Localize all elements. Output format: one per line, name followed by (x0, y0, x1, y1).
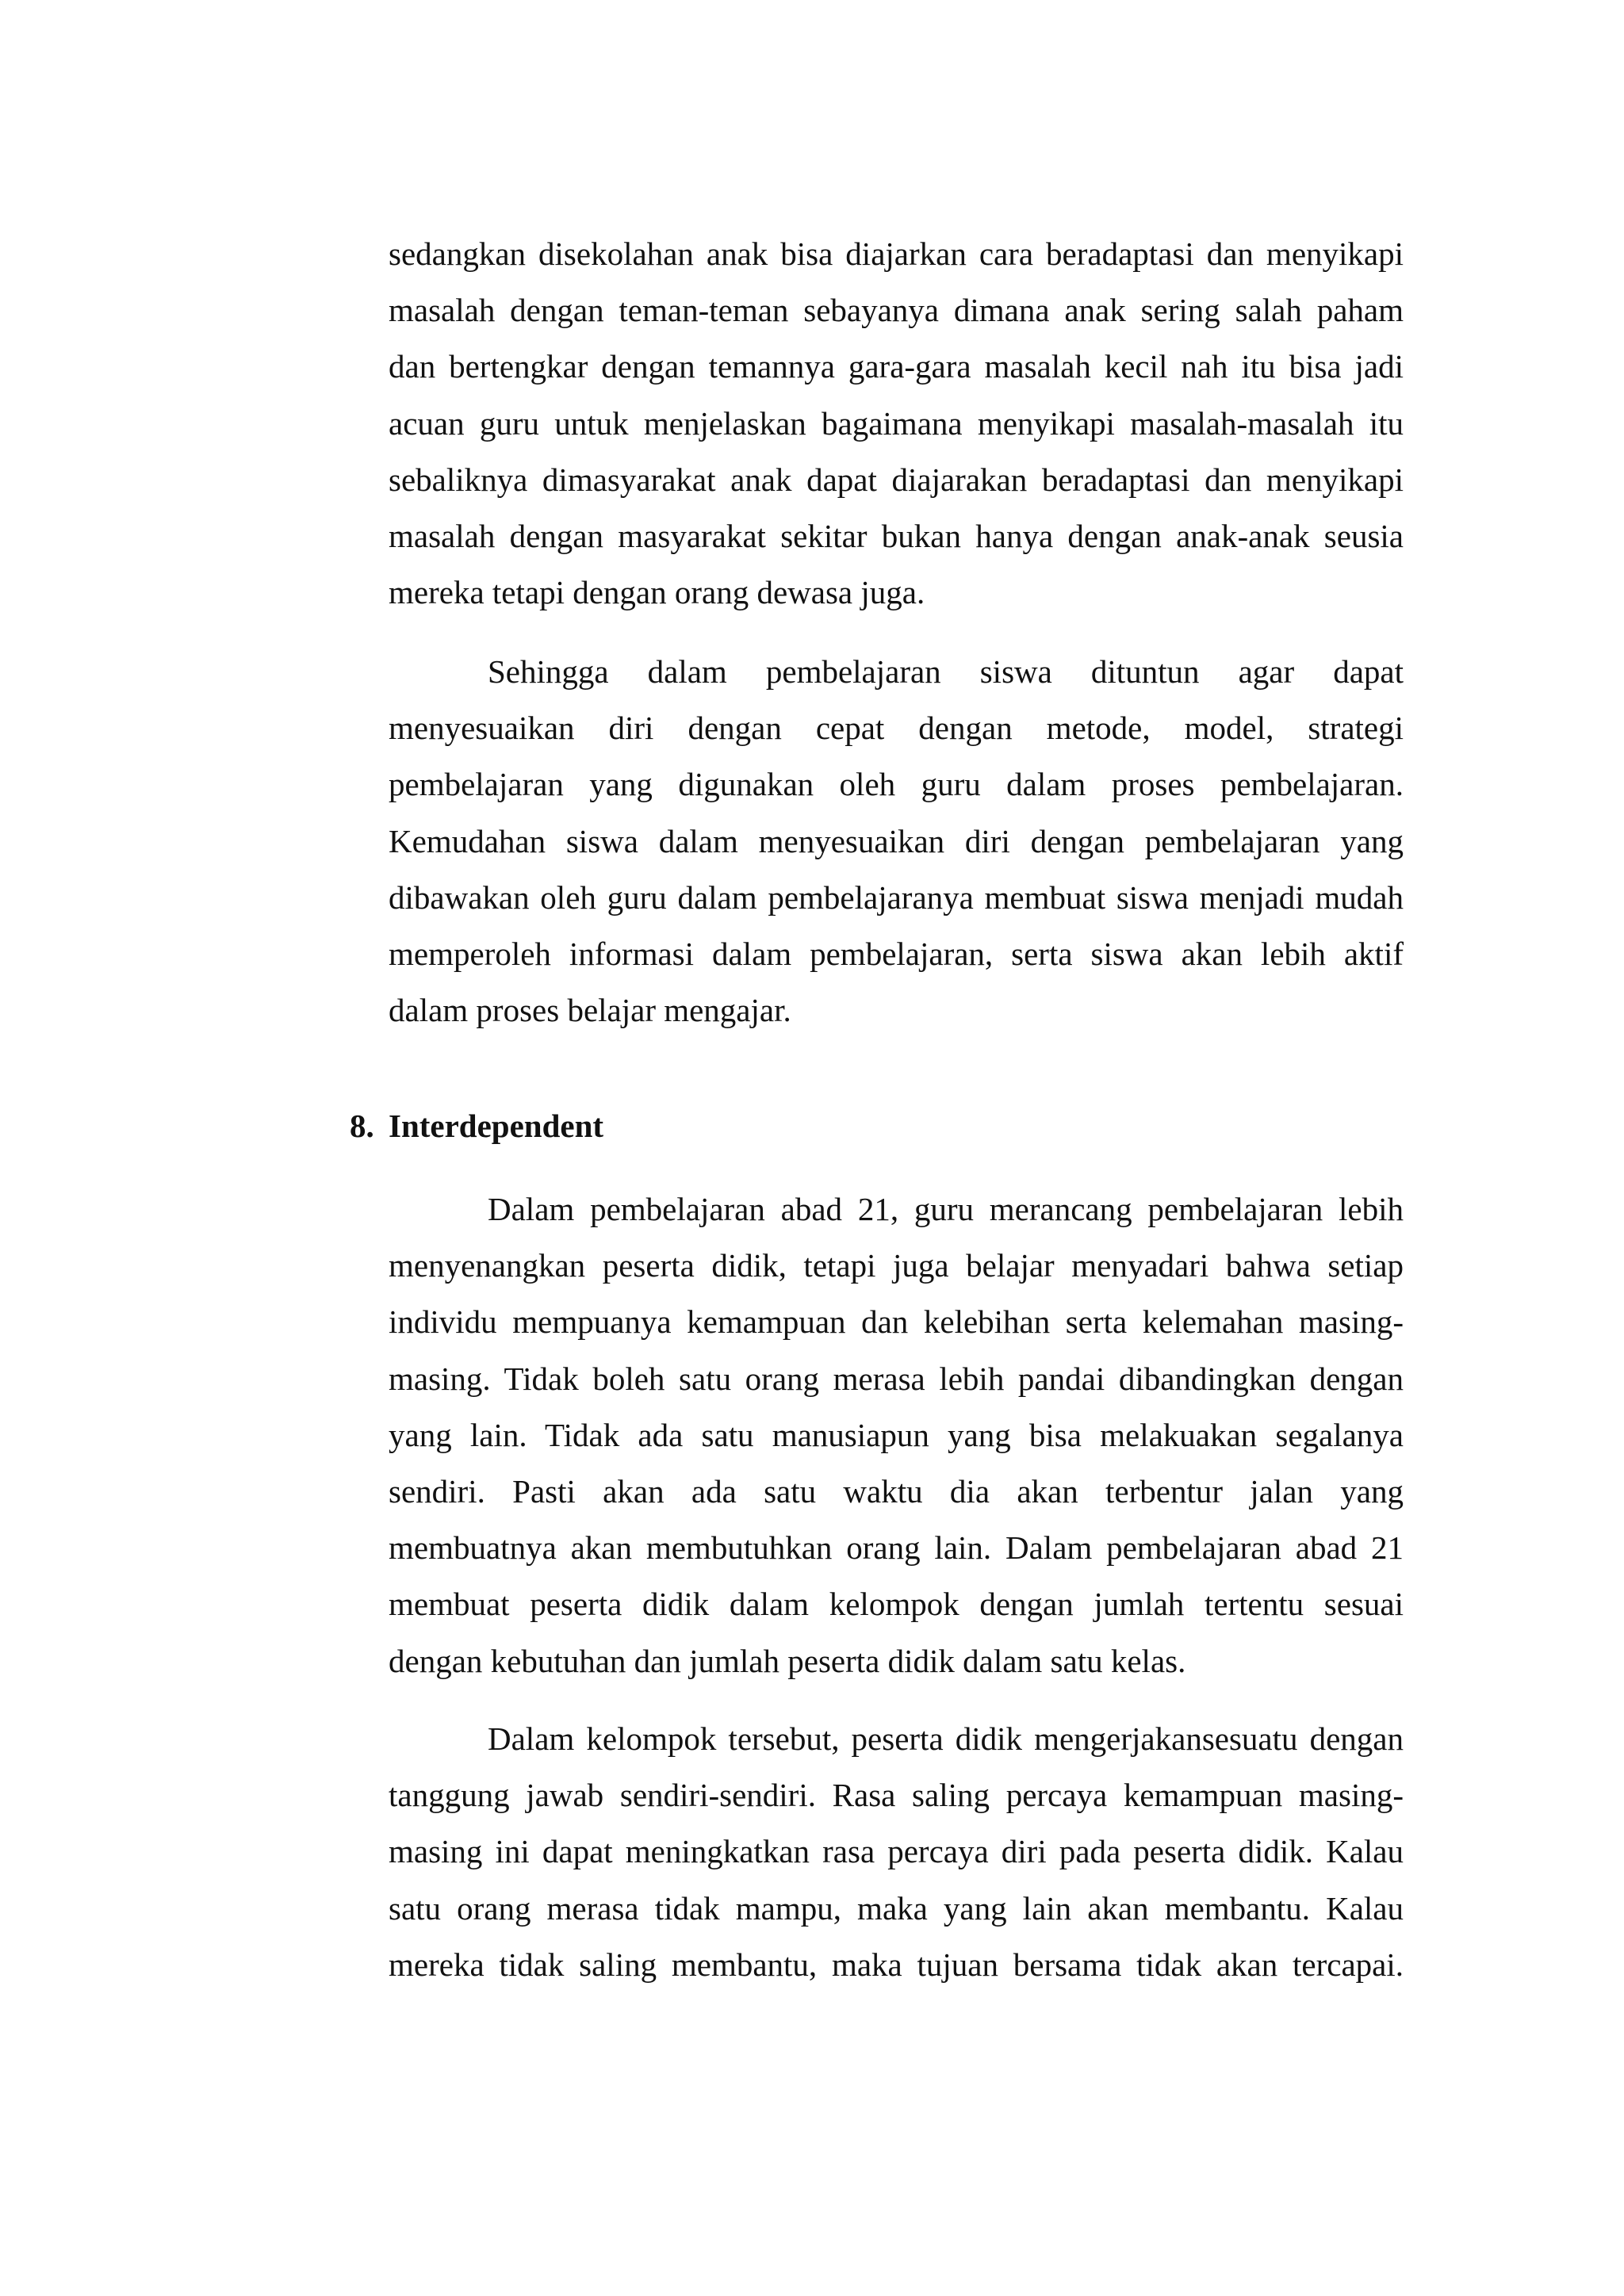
text-line: masing. Tidak boleh satu orang merasa lebih pandai dibandingkan dengan (389, 1360, 1404, 1397)
text-line: Dalam pembelajaran abad 21, guru merancang pembelajaran lebih (488, 1191, 1404, 1227)
text-line: mereka tetapi dengan orang dewasa juga. (389, 574, 925, 611)
section-paragraph-2 (389, 1711, 1404, 1993)
text-line: satu orang merasa tidak mampu, maka yang lain akan membantu. Kalau (389, 1889, 1404, 1927)
paragraph-2 (389, 644, 1404, 1039)
text-line: masalah dengan masyarakat sekitar bukan hanya dengan anak-anak seusia (389, 517, 1404, 554)
text-line: acuan guru untuk menjelaskan bagaimana menyikapi masalah-masalah itu (389, 404, 1404, 442)
text-line: menyenangkan peserta didik, tetapi juga belajar menyadari bahwa setiap (389, 1247, 1404, 1284)
text-line: sedangkan disekolahan anak bisa diajarkan cara beradaptasi dan menyikapi (389, 235, 1404, 272)
text-line: sendiri. Pasti akan ada satu waktu dia akan terbentur jalan yang (389, 1472, 1404, 1510)
paragraph-text (389, 644, 1404, 1039)
text-line: menyesuaikan diri dengan cepat dengan metode, model, strategi (389, 710, 1404, 747)
text-line: dengan kebutuhan dan jumlah peserta didik dalam satu kelas. (389, 1642, 1186, 1679)
text-line: Kemudahan siswa dalam menyesuaikan diri dengan pembelajaran yang (389, 822, 1404, 859)
text-line: yang lain. Tidak ada satu manusiapun yang bisa melakuakan segalanya (389, 1416, 1404, 1453)
paragraph-text (389, 1181, 1404, 1689)
text-line: mereka tidak saling membantu, maka tujuan bersama tidak akan tercapai. (389, 1946, 1404, 1983)
text-line: pembelajaran yang digunakan oleh guru dalam proses pembelajaran. (389, 766, 1404, 803)
text-line: masalah dengan teman-teman sebayanya dimana anak sering salah paham (389, 292, 1404, 329)
paragraph-text (389, 1711, 1404, 1993)
text-line: tanggung jawab sendiri-sendiri. Rasa saling percaya kemampuan masing- (389, 1777, 1404, 1814)
section-paragraph-1 (389, 1181, 1404, 1689)
text-line: Sehingga dalam pembelajaran siswa dituntun agar dapat (488, 653, 1404, 690)
text-line: dan bertengkar dengan temannya gara-gara masalah kecil nah itu bisa jadi (389, 348, 1404, 385)
text-line: membuatnya akan membutuhkan orang lain. Dalam pembelajaran abad 21 (389, 1529, 1404, 1567)
section-number: 8. (350, 1108, 374, 1144)
paragraph-text (389, 226, 1404, 621)
text-line: membuat peserta didik dalam kelompok dengan jumlah tertentu sesuai (389, 1586, 1404, 1623)
text-line: masing ini dapat meningkatkan rasa percaya diri pada peserta didik. Kalau (389, 1833, 1404, 1870)
text-line: Dalam kelompok tersebut, peserta didik mengerjakansesuatu dengan (488, 1720, 1404, 1757)
paragraph-1 (389, 226, 1404, 621)
text-line: dibawakan oleh guru dalam pembelajaranya membuat siswa menjadi mudah (389, 878, 1404, 916)
section-title: Interdependent (389, 1108, 604, 1144)
text-line: individu mempuanya kemampuan dan kelebihan serta kelemahan masing- (389, 1303, 1404, 1341)
text-line: memperoleh informasi dalam pembelajaran, serta siswa akan lebih aktif (389, 935, 1404, 972)
section-heading (350, 1107, 603, 1145)
text-line: dalam proses belajar mengajar. (389, 992, 791, 1029)
text-line: sebaliknya dimasyarakat anak dapat diajarakan beradaptasi dan menyikapi (389, 461, 1404, 498)
